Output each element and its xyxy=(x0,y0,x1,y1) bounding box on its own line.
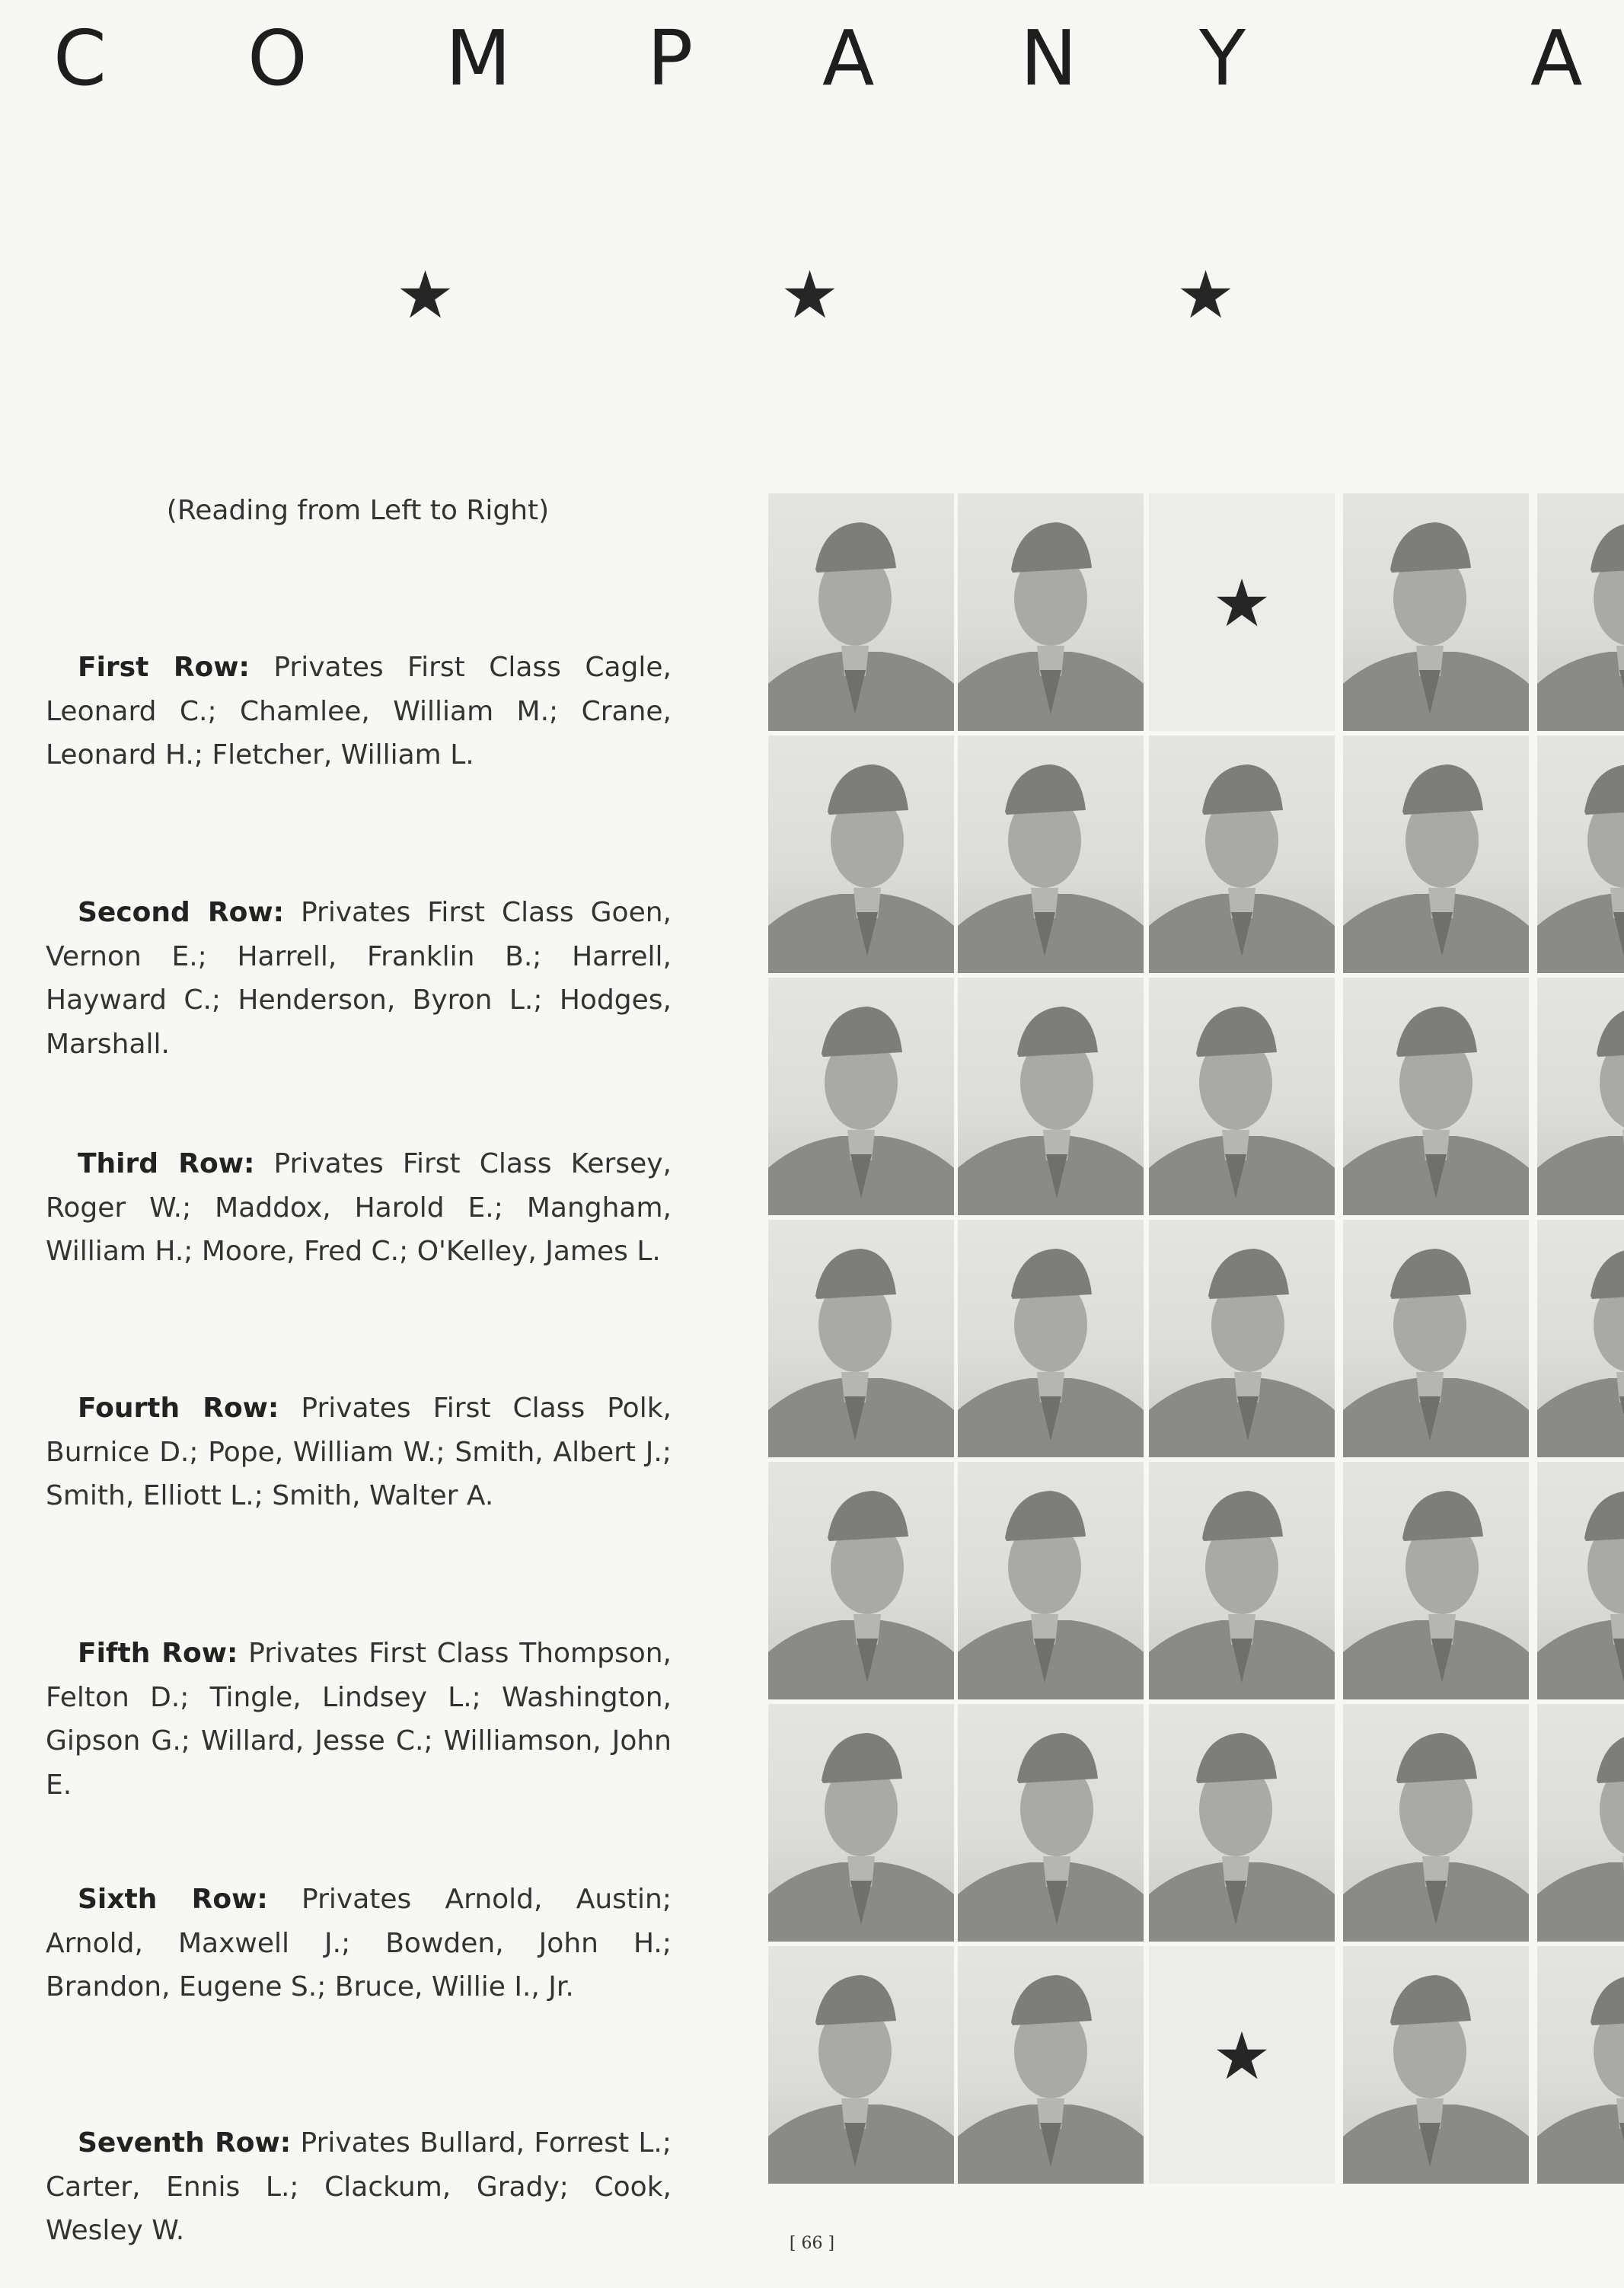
soldier-portrait xyxy=(1149,1704,1335,1942)
soldier-portrait xyxy=(958,978,1144,1215)
portrait-shape xyxy=(1390,1249,1471,1299)
row-names: Privates First Class Kersey, Roger W.; Maddox, Harold E.; Mangham, William H.; Moore, Fred C.; O'Kelley, James L. xyxy=(46,1148,672,1267)
title-letter: A xyxy=(822,14,875,103)
portrait-photo xyxy=(958,493,1144,731)
portrait-shape xyxy=(1597,1007,1624,1057)
row-caption xyxy=(46,1142,672,1274)
soldier-portrait xyxy=(1149,736,1335,973)
row-caption xyxy=(46,646,672,777)
portrait-photo xyxy=(958,736,1144,973)
portrait-shape xyxy=(1390,522,1471,573)
photo-grid xyxy=(765,493,1624,2191)
portrait-shape xyxy=(1584,764,1624,815)
soldier-portrait xyxy=(1149,1220,1335,1457)
row-caption xyxy=(46,891,672,1066)
portrait-shape xyxy=(828,764,908,815)
soldier-portrait xyxy=(768,1946,954,2184)
portrait-photo xyxy=(1537,1704,1624,1942)
portrait-shape xyxy=(1202,1491,1283,1541)
soldier-portrait xyxy=(1537,736,1624,973)
row-names: Privates First Class Thompson, Felton D.; Tingle, Lindsey L.; Washington, Gipson G.; Willard, Jesse C.; Williamson, John E. xyxy=(46,1638,672,1801)
portrait-photo xyxy=(1149,736,1335,973)
row-label: Seventh Row: xyxy=(78,2127,292,2159)
portrait-photo xyxy=(1149,1220,1335,1457)
row-label: Second Row: xyxy=(78,897,284,928)
title-letter: O xyxy=(247,14,308,103)
row-names: Privates First Class Cagle, Leonard C.; Chamlee, William M.; Crane, Leonard H.; Fletcher, William L. xyxy=(46,652,672,771)
portrait-shape xyxy=(1597,1733,1624,1783)
soldier-portrait xyxy=(1343,1946,1529,2184)
soldier-portrait xyxy=(1343,1220,1529,1457)
row-caption xyxy=(46,1878,672,2009)
portrait-photo xyxy=(1537,1220,1624,1457)
portrait-photo xyxy=(1537,978,1624,1215)
portrait-shape xyxy=(1005,764,1086,815)
portrait-photo xyxy=(958,1946,1144,2184)
soldier-portrait xyxy=(1343,1704,1529,1942)
star-icon: ★ xyxy=(1212,566,1271,642)
reading-note: (Reading from Left to Right) xyxy=(166,495,550,526)
portrait-shape xyxy=(1537,2105,1624,2184)
portrait-photo xyxy=(1343,978,1529,1215)
portrait-photo xyxy=(1149,978,1335,1215)
portrait-shape xyxy=(1011,1249,1092,1299)
portrait-shape xyxy=(815,1975,896,2025)
soldier-portrait xyxy=(958,1704,1144,1942)
portrait-shape xyxy=(1537,1620,1624,1699)
row-label: Third Row: xyxy=(78,1148,255,1179)
title-letter: Y xyxy=(1199,14,1246,103)
portrait-photo xyxy=(1343,1220,1529,1457)
portrait-shape xyxy=(1011,522,1092,573)
portrait-shape xyxy=(1537,894,1624,973)
portrait-photo xyxy=(1343,1704,1529,1942)
portrait-shape xyxy=(1005,1491,1086,1541)
portrait-photo xyxy=(768,1946,954,2184)
star-icon: ★ xyxy=(396,257,455,333)
portrait-photo xyxy=(1343,1462,1529,1699)
portrait-shape xyxy=(1017,1007,1098,1057)
title-letter: N xyxy=(1020,14,1077,103)
soldier-portrait xyxy=(768,978,954,1215)
portrait-shape xyxy=(1011,1975,1092,2025)
portrait-photo xyxy=(1343,736,1529,973)
page-number: [ 66 ] xyxy=(789,2234,835,2253)
portrait-shape xyxy=(1402,764,1483,815)
soldier-portrait xyxy=(768,493,954,731)
portrait-shape xyxy=(1396,1007,1477,1057)
page-title xyxy=(0,14,1624,103)
portrait-shape xyxy=(1590,522,1624,573)
portrait-photo xyxy=(1149,1704,1335,1942)
portrait-photo xyxy=(958,978,1144,1215)
portrait-photo xyxy=(1343,1946,1529,2184)
star-icon: ★ xyxy=(1176,257,1236,333)
row-caption xyxy=(46,1632,672,1807)
portrait-shape xyxy=(1590,1975,1624,2025)
soldier-portrait xyxy=(958,1462,1144,1699)
portrait-shape xyxy=(1402,1491,1483,1541)
portrait-photo xyxy=(958,1704,1144,1942)
portrait-shape xyxy=(1396,1733,1477,1783)
portrait-shape xyxy=(828,1491,908,1541)
portrait-shape xyxy=(1196,1007,1277,1057)
star-icon: ★ xyxy=(780,257,840,333)
soldier-portrait xyxy=(958,493,1144,731)
portrait-shape xyxy=(1390,1975,1471,2025)
row-names: Privates First Class Goen, Vernon E.; Harrell, Franklin B.; Harrell, Hayward C.; Henderson, Byron L.; Hodges, Marshall. xyxy=(46,897,672,1060)
portrait-shape xyxy=(815,1249,896,1299)
soldier-portrait xyxy=(1537,1946,1624,2184)
portrait-photo xyxy=(1537,493,1624,731)
soldier-portrait xyxy=(1537,978,1624,1215)
portrait-shape xyxy=(1196,1733,1277,1783)
portrait-shape xyxy=(815,522,896,573)
empty-photo-slot xyxy=(1149,1946,1335,2184)
portrait-photo xyxy=(958,1220,1144,1457)
soldier-portrait xyxy=(1149,1462,1335,1699)
row-label: Sixth Row: xyxy=(78,1884,268,1915)
star-icon: ★ xyxy=(1212,2018,1271,2095)
soldier-portrait xyxy=(1537,1462,1624,1699)
title-letter: A xyxy=(1530,14,1583,103)
soldier-portrait xyxy=(958,1220,1144,1457)
portrait-shape xyxy=(822,1007,902,1057)
row-caption xyxy=(46,2121,672,2253)
soldier-portrait xyxy=(958,1946,1144,2184)
portrait-shape xyxy=(822,1733,902,1783)
row-label: First Row: xyxy=(78,652,250,683)
soldier-portrait xyxy=(1343,736,1529,973)
portrait-photo xyxy=(768,1704,954,1942)
soldier-portrait xyxy=(1343,493,1529,731)
portrait-shape xyxy=(1590,1249,1624,1299)
row-names: Privates First Class Polk, Burnice D.; Pope, William W.; Smith, Albert J.; Smith, Elliott L.; Smith, Walter A. xyxy=(46,1393,672,1511)
portrait-shape xyxy=(1537,1862,1624,1942)
title-letter: M xyxy=(445,14,512,103)
soldier-portrait xyxy=(768,1704,954,1942)
row-label: Fourth Row: xyxy=(78,1393,279,1424)
empty-photo-slot xyxy=(1149,493,1335,731)
portrait-photo xyxy=(768,493,954,731)
soldier-portrait xyxy=(768,1462,954,1699)
row-names: Privates Bullard, Forrest L.; Carter, Ennis L.; Clackum, Grady; Cook, Wesley W. xyxy=(46,2127,672,2246)
soldier-portrait xyxy=(1537,493,1624,731)
row-label: Fifth Row: xyxy=(78,1638,238,1669)
soldier-portrait xyxy=(1343,978,1529,1215)
portrait-photo xyxy=(1537,1462,1624,1699)
portrait-shape xyxy=(1537,1136,1624,1215)
title-letter: C xyxy=(53,14,107,103)
portrait-shape xyxy=(1584,1491,1624,1541)
soldier-portrait xyxy=(768,1220,954,1457)
portrait-photo xyxy=(768,1220,954,1457)
portrait-photo xyxy=(768,1462,954,1699)
portrait-photo xyxy=(1343,493,1529,731)
title-letter: P xyxy=(647,14,694,103)
portrait-photo xyxy=(1537,736,1624,973)
decorative-stars xyxy=(0,257,1624,333)
portrait-photo xyxy=(768,736,954,973)
row-caption xyxy=(46,1387,672,1518)
portrait-photo xyxy=(1149,1462,1335,1699)
portrait-shape xyxy=(1208,1249,1289,1299)
soldier-portrait xyxy=(958,736,1144,973)
row-names: Privates Arnold, Austin; Arnold, Maxwell J.; Bowden, John H.; Brandon, Eugene S.; Bruce, Willie I., Jr. xyxy=(46,1884,672,2002)
soldier-portrait xyxy=(768,736,954,973)
portrait-photo xyxy=(1537,1946,1624,2184)
portrait-shape xyxy=(1537,1378,1624,1457)
portrait-photo xyxy=(958,1462,1144,1699)
soldier-portrait xyxy=(1537,1220,1624,1457)
soldier-portrait xyxy=(1537,1704,1624,1942)
soldier-portrait xyxy=(1149,978,1335,1215)
portrait-shape xyxy=(1017,1733,1098,1783)
soldier-portrait xyxy=(1343,1462,1529,1699)
portrait-photo xyxy=(768,978,954,1215)
portrait-shape xyxy=(1537,652,1624,731)
portrait-shape xyxy=(1202,764,1283,815)
